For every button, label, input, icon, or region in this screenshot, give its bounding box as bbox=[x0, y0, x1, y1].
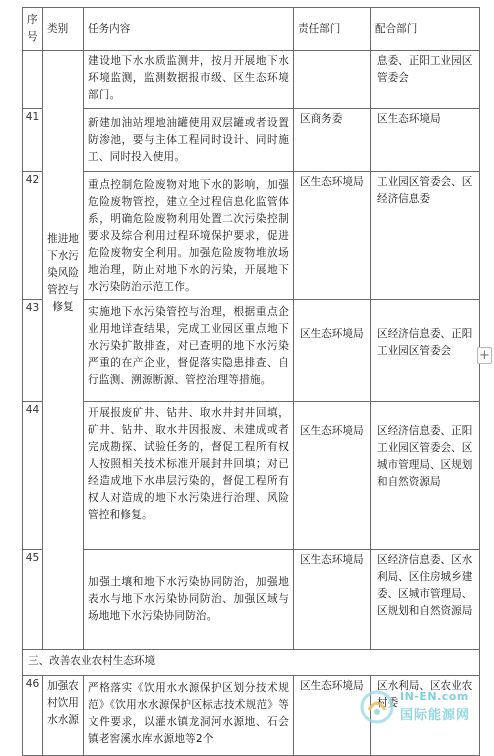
table-row-41 bbox=[23, 109, 480, 172]
row-task: 实施地下水污染管控与治理，根据重点企业用地详查结果，完成工业园区重点地下水污染扩散排查，对已查明的地下水污染严重的在产企业，督促落实隐患排查、自行监测、溯源断源、管控治理等措施。 bbox=[84, 300, 294, 402]
row-responsible: 区生态环境局 bbox=[294, 172, 371, 300]
row-cooperating: 息委、正阳工业园区管委会 bbox=[371, 51, 480, 109]
row-task: 建设地下水水质监测井，按月开展地下水环境监测，监测数据报市级、区生态环境部门。 bbox=[84, 51, 294, 109]
table-row-44 bbox=[23, 402, 480, 550]
row-cooperating: 区经济信息委、区水利局、区住房城乡建委、区城市管理局、区规划和自然资源局 bbox=[371, 550, 480, 650]
header-no: 序号 bbox=[23, 8, 43, 51]
row-responsible: 区生态环境局 bbox=[294, 300, 371, 402]
row-task: 重点控制危险废物对地下水的影响，加强危险废物管控，建立全过程信息化监管体系，明确危险废物利用处置二次污染控制要求及综合利用过程环境保护要求，促进危险废物安全利用。加强危险废物堆放场地治理，防止对地下水的污染，开展地下水污染防治示范工作。 bbox=[84, 172, 294, 300]
row-no: 46 bbox=[23, 676, 43, 756]
row-no bbox=[23, 51, 43, 109]
section-title: 三、改善农业农村生态环境 bbox=[23, 650, 480, 676]
table-header-row bbox=[23, 8, 480, 51]
row-task: 开展报废矿井、钻井、取水井封井回填，矿井、钻井、取水井因报废、未建成或者完成勘探、试验任务的，督促工程所有权人按照相关技术标准开展封井回填；对已经造成地下水串层污染的，督促工程所有权人对造成的地下水污染进行治理、风险管控和修复。 bbox=[84, 402, 294, 550]
row-no: 44 bbox=[23, 402, 43, 550]
row-cooperating: 区生态环境局 bbox=[371, 109, 480, 172]
row-responsible: 区生态环境局 bbox=[294, 550, 371, 650]
watermark-cn: 国际能源网 bbox=[400, 708, 471, 723]
row-cooperating: 区经济信息委、正阳工业园区管委会 bbox=[371, 300, 480, 402]
section-row bbox=[23, 650, 480, 676]
watermark bbox=[360, 688, 492, 732]
expand-plus-icon[interactable]: + bbox=[477, 347, 492, 364]
task-table bbox=[22, 7, 480, 756]
row-category: 加强农村饮用水水源 bbox=[43, 676, 84, 756]
row-no: 42 bbox=[23, 172, 43, 300]
row-cooperating: 工业园区管委会、区经济信息委 bbox=[371, 172, 480, 300]
row-task: 加强土壤和地下水污染协同防治，加强地表水与地下水污染协同防治、加强区域与场地地下水污染协同防治。 bbox=[84, 550, 294, 650]
row-responsible: 区生态环境局 bbox=[294, 676, 371, 756]
row-task: 严格落实《饮用水水源保护区划分技术规范》《饮用水水源保护区标志技术规范》等文件要求，以灌水镇龙洞河水源地、石会镇老窖溪水库水源地等2个 bbox=[84, 676, 294, 756]
row-cooperating: 区水利局、区农业农村委 bbox=[371, 676, 480, 756]
row-no: 45 bbox=[23, 550, 43, 650]
header-cooperating: 配合部门 bbox=[371, 8, 480, 51]
table-row-45 bbox=[23, 550, 480, 650]
header-category: 类别 bbox=[43, 8, 84, 51]
table-row-43 bbox=[23, 300, 480, 402]
header-task: 任务内容 bbox=[84, 8, 294, 51]
row-category: 推进地下水污染风险管控与修复 bbox=[47, 233, 79, 313]
row-responsible: 区商务委 bbox=[294, 109, 371, 172]
row-cooperating: 区经济信息委、正阳工业园区管委会、区城市管理局、区规划和自然资源局 bbox=[371, 402, 480, 550]
header-responsible: 责任部门 bbox=[294, 8, 371, 51]
row-no: 43 bbox=[23, 300, 43, 402]
table-row-42 bbox=[23, 172, 480, 300]
table-row-40 bbox=[23, 51, 480, 109]
category-cell-continued bbox=[43, 51, 84, 650]
row-responsible bbox=[294, 51, 371, 109]
row-responsible: 区生态环境局 bbox=[294, 402, 371, 550]
in-en-logo-icon bbox=[360, 690, 394, 724]
watermark-en: IN-EN.com bbox=[400, 690, 469, 703]
row-no: 41 bbox=[23, 109, 43, 172]
row-task: 新建加油站埋地油罐使用双层罐或者设置防渗池，要与主体工程同时设计、同时施工、同时投入使用。 bbox=[84, 109, 294, 172]
